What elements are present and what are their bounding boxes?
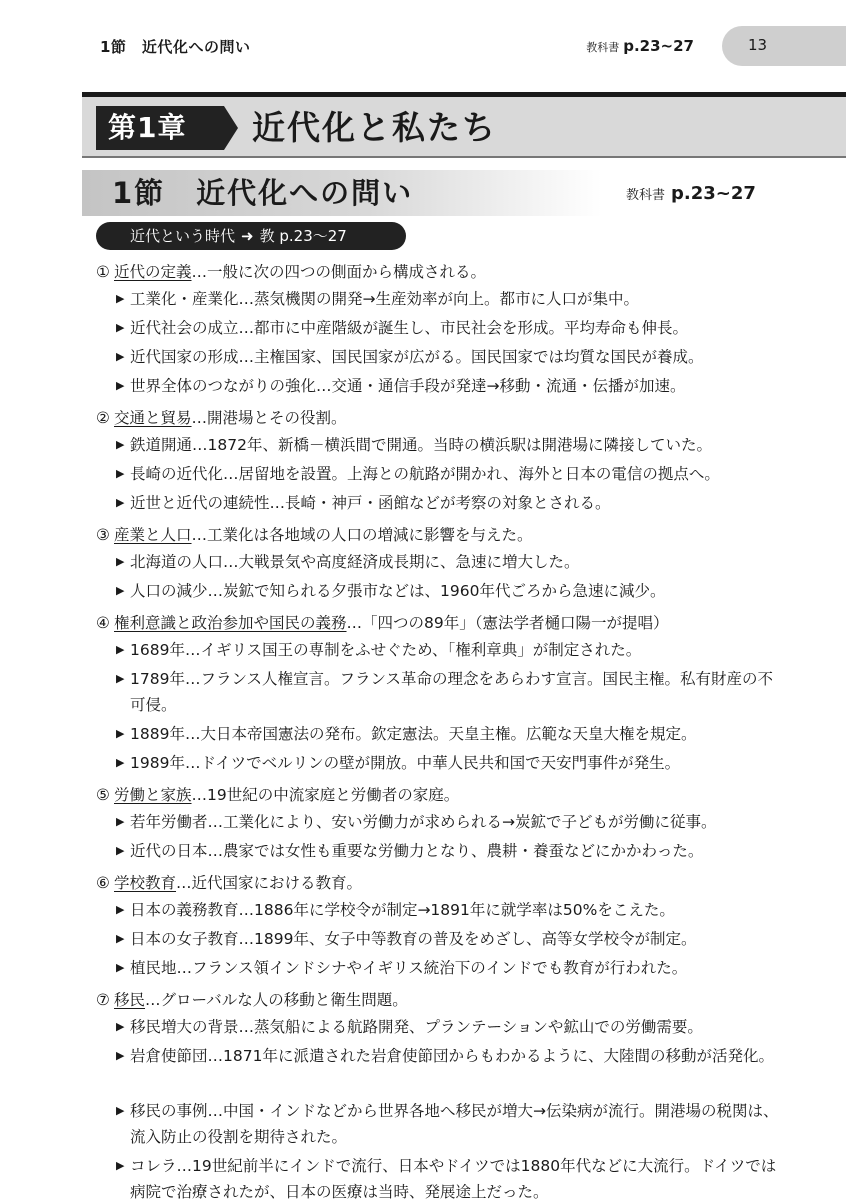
section-ref-pages: p.23~27 [671, 183, 756, 204]
outline [96, 256, 786, 1200]
page-number: 13 [748, 36, 768, 54]
section-title: 1節 近代化への問い [112, 176, 414, 210]
chapter-banner [82, 92, 846, 158]
outline-bullet [96, 578, 786, 607]
section-ref-label: 教科書 [626, 188, 666, 203]
bullet-text: 植民地…フランス領インドシナやイギリス統治下のインドでも教育が行われた。 [130, 959, 688, 977]
outline-bullet [96, 809, 786, 838]
running-header [0, 0, 846, 70]
topic-pill [96, 222, 406, 250]
outline-heading [96, 869, 786, 897]
bullet-triangle-icon: ▶ [116, 672, 125, 685]
heading-keyword: 学校教育 [114, 874, 177, 892]
bullet-triangle-icon: ▶ [116, 555, 125, 568]
outline-bullet [96, 490, 786, 519]
bullet-text: 移民増大の背景…蒸気船による航路開発、プランテーションや鉱山での労働需要。 [130, 1018, 703, 1036]
outline-bullet [96, 666, 786, 721]
section-textbook-ref [626, 183, 756, 204]
outline-bullet [96, 1098, 786, 1153]
bullet-triangle-icon: ▶ [116, 961, 125, 974]
bullet-text: 岩倉使節団…1871年に派遣された岩倉使節団からもわかるように、大陸間の移動が活発化。 [130, 1047, 774, 1065]
bullet-triangle-icon: ▶ [116, 1104, 125, 1117]
bullet-text: 日本の義務教育…1886年に学校令が制定→1891年に就学率は50%をこえた。 [130, 901, 675, 919]
bullet-triangle-icon: ▶ [116, 844, 125, 857]
bullet-text: 近代の日本…農家では女性も重要な労働力となり、農耕・養蚕などにかかわった。 [130, 842, 704, 860]
bullet-text: 日本の女子教育…1899年、女子中等教育の普及をめざし、高等女学校令が制定。 [130, 930, 697, 948]
outline-heading [96, 521, 786, 549]
outline-bullet [96, 838, 786, 867]
bullet-triangle-icon: ▶ [116, 932, 125, 945]
outline-bullet [96, 286, 786, 315]
heading-keyword: 移民 [114, 991, 146, 1009]
bullet-text: 近代社会の成立…都市に中産階級が誕生し、市民社会を形成。平均寿命も伸長。 [130, 319, 689, 337]
bullet-triangle-icon: ▶ [116, 292, 125, 305]
textbook-label: 教科書 [586, 41, 620, 54]
outline-bullet [96, 637, 786, 666]
bullet-triangle-icon: ▶ [116, 815, 125, 828]
heading-number: ⑦ [96, 991, 110, 1009]
bullet-text: 近代国家の形成…主権国家、国民国家が広がる。国民国家では均質な国民が養成。 [130, 348, 704, 366]
outline-bullet [96, 1014, 786, 1043]
chapter-arrow-icon [224, 106, 238, 150]
heading-description: …19世紀の中流家庭と労働者の家庭。 [191, 786, 460, 804]
outline-bullet [96, 721, 786, 750]
outline-bullet [96, 373, 786, 402]
heading-description: …開港場とその役割。 [191, 409, 347, 427]
heading-keyword: 権利意識と政治参加や国民の義務 [114, 614, 347, 632]
heading-number: ⑤ [96, 786, 110, 804]
outline-bullet [96, 461, 786, 490]
heading-keyword: 産業と人口 [114, 526, 192, 544]
bullet-text: 1989年…ドイツでベルリンの壁が開放。中華人民共和国で天安門事件が発生。 [130, 754, 681, 772]
running-header-textbook-ref [586, 37, 694, 55]
outline-heading [96, 986, 786, 1014]
bullet-text: 若年労働者…工業化により、安い労働力が求められる→炭鉱で子どもが労働に従事。 [130, 813, 717, 831]
bullet-triangle-icon: ▶ [116, 1049, 125, 1062]
outline-heading [96, 781, 786, 809]
topic-ref: 教 p.23～27 [259, 227, 347, 245]
outline-bullet [96, 344, 786, 373]
topic-label: 近代という時代 [130, 227, 236, 245]
page-number-tab [722, 26, 846, 66]
bullet-text: コレラ…19世紀前半にインドで流行、日本やドイツでは1880年代などに大流行。ドイツでは病院で治療されたが、日本の医療は当時、発展途上だった。 [130, 1157, 777, 1200]
running-header-section: 1節 近代化への問い [100, 38, 251, 56]
outline-bullet [96, 897, 786, 926]
heading-keyword: 労働と家族 [114, 786, 192, 804]
outline-bullet [96, 432, 786, 461]
bullet-triangle-icon: ▶ [116, 321, 125, 334]
bullet-triangle-icon: ▶ [116, 643, 125, 656]
heading-number: ② [96, 409, 110, 427]
heading-keyword: 近代の定義 [114, 263, 192, 281]
chapter-number: 第1章 [96, 106, 224, 150]
bullet-text: 北海道の人口…大戦景気や高度経済成長期に、急速に増大した。 [130, 553, 580, 571]
bullet-triangle-icon: ▶ [116, 903, 125, 916]
bullet-text: 長崎の近代化…居留地を設置。上海との航路が開かれ、海外と日本の電信の拠点へ。 [130, 465, 720, 483]
section-banner [82, 170, 602, 216]
bullet-triangle-icon: ▶ [116, 584, 125, 597]
bullet-text: 人口の減少…炭鉱で知られる夕張市などは、1960年代ごろから急速に減少。 [130, 582, 666, 600]
heading-number: ③ [96, 526, 110, 544]
outline-bullet [96, 549, 786, 578]
bullet-text: 近世と近代の連続性…長崎・神戸・函館などが考察の対象とされる。 [130, 494, 611, 512]
heading-number: ⑥ [96, 874, 110, 892]
heading-description: …近代国家における教育。 [176, 874, 363, 892]
bullet-text: 1689年…イギリス国王の専制をふせぐため、「権利章典」が制定された。 [130, 641, 642, 659]
outline-bullet [96, 955, 786, 984]
bullet-text: 移民の事例…中国・インドなどから世界各地へ移民が増大→伝染病が流行。開港場の税関は、流入防止の役割を期待された。 [130, 1102, 779, 1146]
bullet-triangle-icon: ▶ [116, 496, 125, 509]
textbook-pages: p.23~27 [623, 37, 694, 55]
heading-description: …工業化は各地域の人口の増減に影響を与えた。 [191, 526, 533, 544]
heading-keyword: 交通と貿易 [114, 409, 192, 427]
bullet-text: 世界全体のつながりの強化…交通・通信手段が発達→移動・流通・伝播が加速。 [130, 377, 686, 395]
heading-description: …グローバルな人の移動と衛生問題。 [145, 991, 408, 1009]
bullet-triangle-icon: ▶ [116, 379, 125, 392]
heading-number: ① [96, 263, 110, 281]
bullet-triangle-icon: ▶ [116, 438, 125, 451]
bullet-triangle-icon: ▶ [116, 727, 125, 740]
bullet-triangle-icon: ▶ [116, 1159, 125, 1172]
bullet-text: 鉄道開通…1872年、新橋－横浜間で開通。当時の横浜駅は開港場に隣接していた。 [130, 436, 712, 454]
outline-heading [96, 404, 786, 432]
outline-bullet [96, 1043, 786, 1098]
bullet-triangle-icon: ▶ [116, 756, 125, 769]
outline-bullet [96, 315, 786, 344]
outline-heading [96, 258, 786, 286]
bullet-triangle-icon: ▶ [116, 467, 125, 480]
outline-bullet [96, 750, 786, 779]
heading-description: …一般に次の四つの側面から構成される。 [191, 263, 487, 281]
outline-bullet [96, 926, 786, 955]
arrow-right-icon: ➜ [241, 227, 254, 245]
outline-bullet [96, 1153, 786, 1200]
bullet-text: 1889年…大日本帝国憲法の発布。欽定憲法。天皇主権。広範な天皇大権を規定。 [130, 725, 697, 743]
bullet-text: 工業化・産業化…蒸気機関の開発→生産効率が向上。都市に人口が集中。 [130, 290, 639, 308]
bullet-triangle-icon: ▶ [116, 1020, 125, 1033]
bullet-text: 1789年…フランス人権宣言。フランス革命の理念をあらわす宣言。国民主権。私有財産の不可侵。 [130, 670, 774, 714]
outline-heading [96, 609, 786, 637]
heading-number: ④ [96, 614, 110, 632]
bullet-triangle-icon: ▶ [116, 350, 125, 363]
chapter-title: 近代化と私たち [252, 108, 497, 147]
heading-description: …「四つの89年」（憲法学者樋口陽一が提唱） [346, 614, 669, 632]
